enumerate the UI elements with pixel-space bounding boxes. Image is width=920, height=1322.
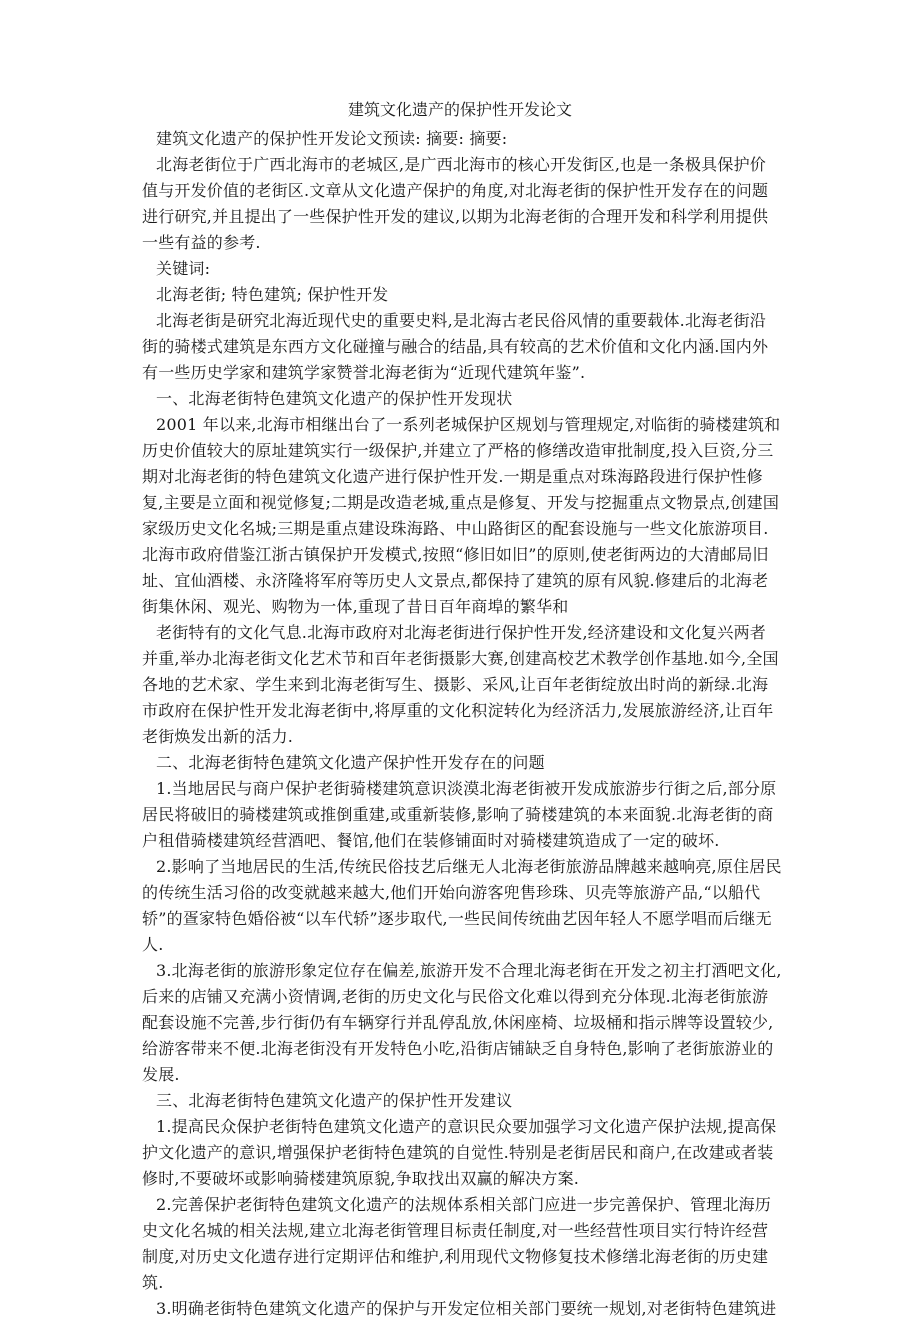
- lead-paragraph: 建筑文化遗产的保护性开发论文预读: 摘要: 摘要:: [156, 129, 508, 148]
- section-heading-3: 三、北海老街特色建筑文化遗产的保护性开发建议: [156, 1091, 513, 1110]
- body-paragraph: 3.明确老街特色建筑文化遗产的保护与开发定位相关部门要统一规划,对老街特色建筑进: [156, 1299, 777, 1318]
- body-paragraph: 3.北海老街的旅游形象定位存在偏差,旅游开发不合理北海老街在开发之初主打酒吧文化,后来的店铺又充满小资情调,老街的历史文化与民俗文化难以得到充分体现.北海老街旅游配套设施不完善,步行街仍有车辆穿行并乱停乱放,休闲座椅、垃圾桶和指示牌等设置较少,给游客带来不便.北海老街没有开发特色小吃,沿街店铺缺乏自身特色,影响了老街旅游业的发展.: [142, 961, 782, 1084]
- keywords-label: 关键词:: [156, 259, 211, 278]
- body-paragraph: 2001 年以来,北海市相继出台了一系列老城保护区规划与管理规定,对临街的骑楼建筑和历史价值较大的原址建筑实行一级保护,并建立了严格的修缮改造审批制度,投入巨资,分三期对北海老街的特色建筑文化遗产进行保护性开发.一期是重点对珠海路段进行保护性修复,主要是立面和视觉修复;二期是改造老城,重点是修复、开发与挖掘重点文物景点,创建国家级历史文化名城;三期是重点建设珠海路、中山路街区的配套设施与一些文化旅游项目.北海市政府借鉴江浙古镇保护开发模式,按照“修旧如旧”的原则,使老街两边的大清邮局旧址、宜仙酒楼、永济隆将军府等历史人文景点,都保持了建筑的原有风貌.修建后的北海老街集休闲、观光、购物为一体,重现了昔日百年商埠的繁华和: [142, 415, 781, 616]
- keywords-paragraph: 北海老街; 特色建筑; 保护性开发: [156, 285, 389, 304]
- body-paragraph: 1.当地居民与商户保护老街骑楼建筑意识淡漠北海老街被开发成旅游步行街之后,部分原居民将破旧的骑楼建筑或推倒重建,或重新装修,影响了骑楼建筑的本来面貌.北海老街的商户租借骑楼建筑经营酒吧、餐馆,他们在装修铺面时对骑楼建筑造成了一定的破坏.: [142, 779, 777, 850]
- section-heading-1: 一、北海老街特色建筑文化遗产的保护性开发现状: [156, 389, 513, 408]
- abstract-paragraph: 北海老街位于广西北海市的老城区,是广西北海市的核心开发街区,也是一条极具保护价值与开发价值的老街区.文章从文化遗产保护的角度,对北海老街的保护性开发存在的问题进行研究,并且提出了一些保护性开发的建议,以期为北海老街的合理开发和科学利用提供一些有益的参考.: [142, 155, 769, 252]
- document-body: [142, 126, 782, 1322]
- body-paragraph: 2.影响了当地居民的生活,传统民俗技艺后继无人北海老街旅游品牌越来越响亮,原住居民的传统生活习俗的改变就越来越大,他们开始向游客兜售珍珠、贝壳等旅游产品,“以船代轿”的疍家特色婚俗被“以车代轿”逐步取代,一些民间传统曲艺因年轻人不愿学唱而后继无人.: [142, 857, 782, 954]
- section-heading-2: 二、北海老街特色建筑文化遗产保护性开发存在的问题: [156, 753, 545, 772]
- intro-paragraph: 北海老街是研究北海近现代史的重要史料,是北海古老民俗风情的重要载体.北海老街沿街的骑楼式建筑是东西方文化碰撞与融合的结晶,具有较高的艺术价值和文化内涵.国内外有一些历史学家和建筑学家赞誉北海老街为“近现代建筑年鉴”.: [142, 311, 769, 382]
- body-paragraph: 2.完善保护老街特色建筑文化遗产的法规体系相关部门应进一步完善保护、管理北海历史文化名城的相关法规,建立北海老街管理目标责任制度,对一些经营性项目实行特许经营制度,对历史文化遗存进行定期评估和维护,利用现代文物修复技术修缮北海老街的历史建筑.: [142, 1195, 772, 1292]
- body-paragraph: 老街特有的文化气息.北海市政府对北海老街进行保护性开发,经济建设和文化复兴两者并重,举办北海老街文化艺术节和百年老街摄影大赛,创建高校艺术教学创作基地.如今,全国各地的艺术家、学生来到北海老街写生、摄影、采风,让百年老街绽放出时尚的新绿.北海市政府在保护性开发北海老街中,将厚重的文化积淀转化为经济活力,发展旅游经济,让百年老街焕发出新的活力.: [142, 623, 779, 746]
- body-paragraph: 1.提高民众保护老街特色建筑文化遗产的意识民众要加强学习文化遗产保护法规,提高保护文化遗产的意识,增强保护老街特色建筑的自觉性.特别是老街居民和商户,在改建或者装修时,不要破坏或影响骑楼建筑原貌,争取找出双赢的解决方案.: [142, 1117, 777, 1188]
- document-title: 建筑文化遗产的保护性开发论文: [347, 100, 572, 119]
